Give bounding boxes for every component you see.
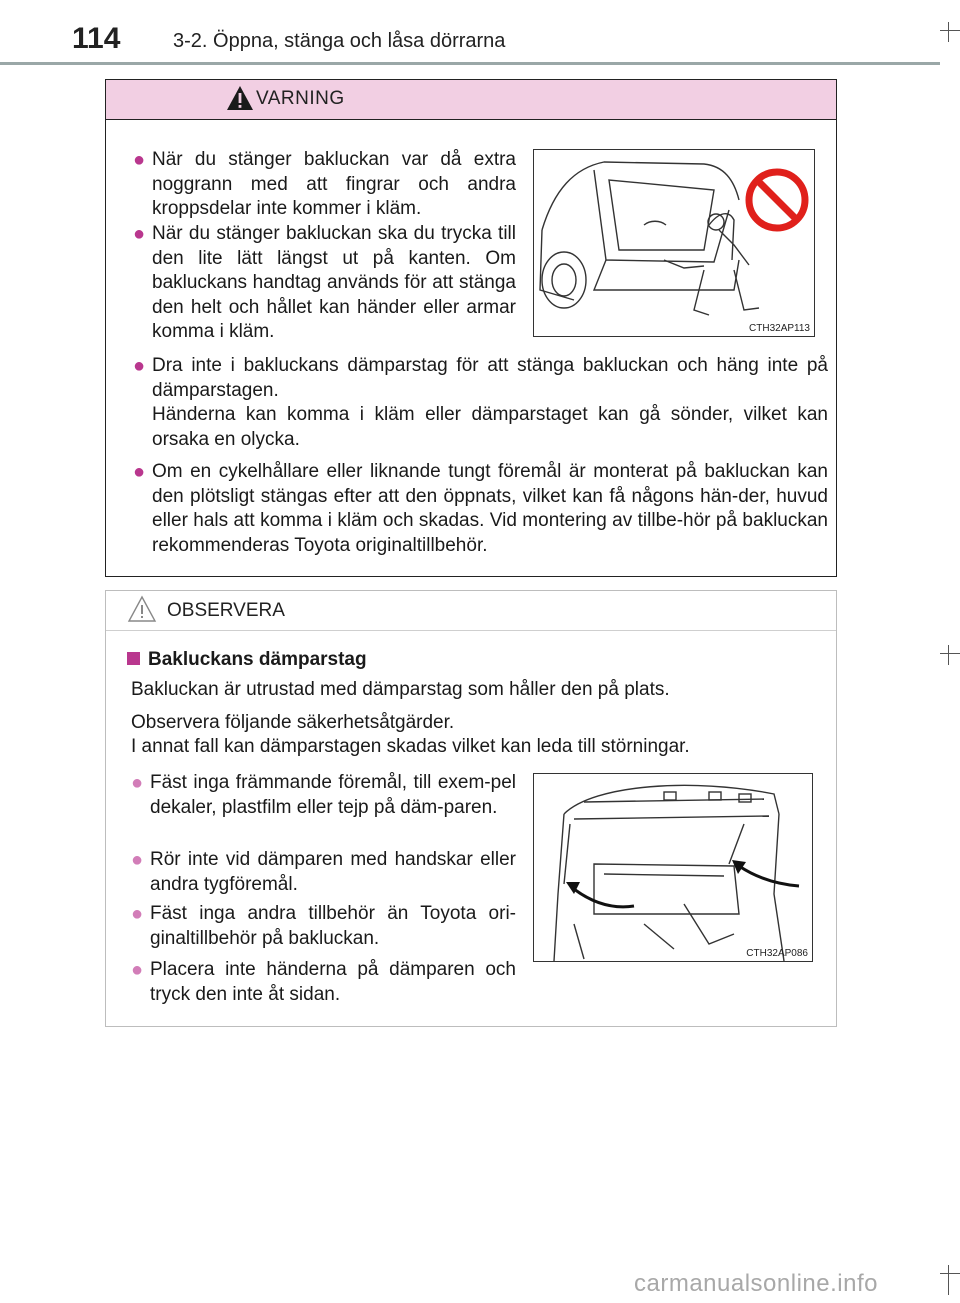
bullet-dot: ● [133, 461, 146, 483]
notice-bullet-3: ● Fäst inga andra tillbehör än Toyota ori-ginaltillbehör på bakluckan. [131, 903, 516, 949]
notice-bullet-2: ● Rör inte vid dämparen med handskar eller andra tygföremål. [131, 849, 516, 895]
warning-triangle-icon [226, 85, 254, 111]
figure-label: CTH32AP113 [749, 323, 810, 334]
chapter-title: 3-2. Öppna, stänga och låsa dörrarna [173, 30, 506, 52]
bullet-dot: ● [131, 849, 144, 871]
bullet-dot: ● [131, 959, 144, 981]
bullet-dot: ● [133, 355, 146, 377]
warning-bullet-3: ● Dra inte i bakluckans dämparstag för att stänga bakluckan och häng inte på dämparstagen. Händerna kan komma i kläm eller dämparstaget kan gå sönder, vilket kan orsaka en olycka. [133, 355, 828, 450]
watermark: carmanualsonline.info [634, 1270, 878, 1297]
warning-header [106, 80, 836, 120]
caution-triangle-icon [127, 595, 157, 623]
bullet-dot: ● [133, 149, 146, 171]
page-header [0, 0, 960, 64]
damper-heading: Bakluckans dämparstag [127, 649, 367, 671]
notice-header [106, 591, 836, 631]
header-rule [0, 62, 940, 65]
warning-box [105, 79, 837, 577]
open-tailgate-figure [533, 773, 813, 962]
warning-bullet-1: ● När du stänger bakluckan var då extra noggrann med att fingrar och andra kroppsdelar inte kommer i kläm. [133, 149, 516, 219]
notice-paragraph-3: I annat fall kan dämparstagen skadas vilket kan leda till störningar. [131, 736, 690, 757]
notice-bullet-4: ● Placera inte händerna på dämparen och tryck den inte åt sidan. [131, 959, 516, 1005]
bullet-dot: ● [133, 223, 146, 245]
notice-paragraph-2: Observera följande säkerhetsåtgärder. [131, 712, 455, 733]
heading-square-icon [127, 652, 140, 665]
figure-label: CTH32AP086 [746, 948, 808, 959]
warning-bullet-4: ● Om en cykelhållare eller liknande tungt föremål är monterat på bakluckan kan den plötsligt stängas efter att den öppnats, vilket kan få någons hän-der, huvud eller hals att komma i kläm och skadas. Vid montering av tillbe-hör på bakluckan rekommenderas Toyota originaltillbehör. [133, 461, 828, 556]
bullet-dot: ● [131, 903, 144, 925]
notice-paragraph-1: Bakluckan är utrustad med dämparstag som håller den på plats. [131, 679, 670, 700]
notice-title: OBSERVERA [167, 600, 285, 621]
page-number: 114 [72, 22, 121, 55]
car-closing-tailgate-illustration [534, 150, 814, 336]
warning-bullet-2: ● När du stänger bakluckan ska du trycka till den lite lätt längst ut på kanten. Om bakluckans handtag används för att stänga den helt och hållet kan händer eller armar komma i kläm. [133, 223, 516, 342]
warning-title: VARNING [256, 88, 345, 109]
bullet-dot: ● [131, 772, 144, 794]
notice-bullet-1: ● Fäst inga främmande föremål, till exem-pel dekaler, plastfilm eller tejp på däm-paren. [131, 772, 516, 818]
open-tailgate-illustration [534, 774, 812, 961]
tailgate-warning-figure [533, 149, 815, 337]
